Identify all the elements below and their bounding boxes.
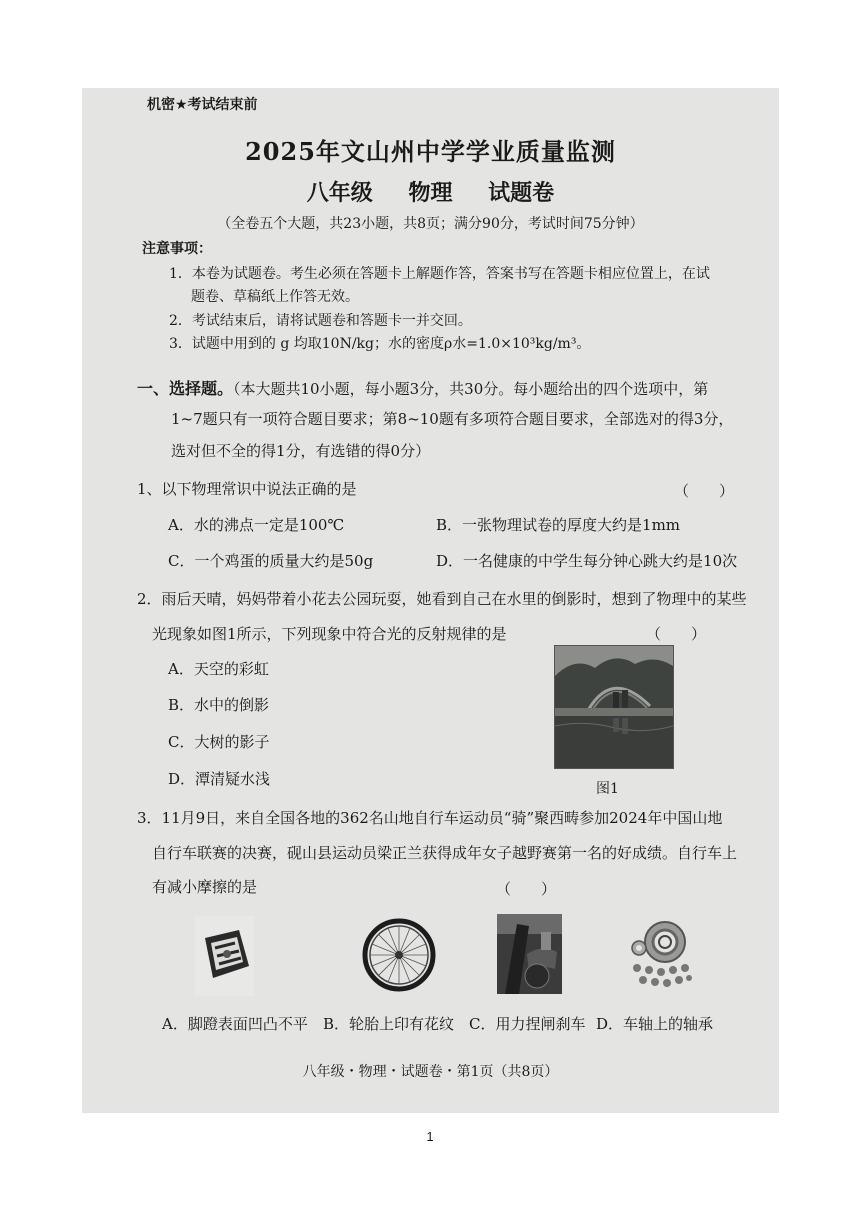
q3-option-a: A．脚蹬表面凹凸不平 [162, 1015, 308, 1033]
wheel-icon [362, 914, 436, 996]
q2-option-d: D．潭清疑水浅 [168, 770, 271, 788]
rainbow-photo-image [555, 646, 673, 768]
note-3: 3．试题中用到的 g 均取10N/kg；水的密度ρ水=1.0×10³kg/m³。 [169, 336, 591, 352]
section-1-intro [137, 376, 708, 399]
q2-stem-1: 2．雨后天晴，妈妈带着小花去公园玩耍，她看到自己在水里的倒影时，想到了物理中的某些 [137, 590, 747, 608]
q1-answer-bracket: （ ） [674, 482, 735, 500]
q1-option-b: B．一张物理试卷的厚度大约是1mm [436, 516, 681, 534]
q3-answer-bracket: （ ） [496, 880, 557, 898]
subject-label: 物理 [408, 180, 453, 206]
notes-heading: 注意事项： [142, 241, 212, 257]
figure-1-caption: 图1 [596, 781, 619, 797]
section-1-desc-1: （本大题共10小题，每小题3分，共30分。每小题给出的四个选项中，第 [233, 380, 709, 398]
confidential-label: 机密★考试结束前 [147, 97, 258, 113]
note-2: 2．考试结束后，请将试题卷和答题卡一并交回。 [169, 313, 472, 329]
q2-answer-bracket: （ ） [646, 625, 707, 643]
q2-option-c: C．大树的影子 [168, 733, 270, 751]
paper-label: 试题卷 [488, 180, 555, 206]
note-1-line-1: 1．本卷为试题卷。考生必须在答题卡上解题作答，答案书写在答题卡相应位置上，在试 [169, 266, 710, 282]
brake-photo [497, 914, 562, 994]
exam-title: 2025年文山州中学学业质量监测 [245, 137, 616, 166]
rainbow-photo [554, 645, 674, 769]
section-1-heading: 一、选择题。 [137, 379, 234, 398]
page-number: 1 [426, 1129, 434, 1144]
section-1-desc-2: 1~7题只有一项符合题目要求；第8~10题有多项符合题目要求，全部选对的得3分， [171, 410, 734, 428]
section-1-desc-3: 选对但不全的得1分，有选错的得0分） [171, 442, 431, 460]
exam-info: （全卷五个大题，共23小题，共8页；满分90分，考试时间75分钟） [217, 216, 644, 232]
q2-option-a: A．天空的彩虹 [168, 660, 269, 678]
q3-option-c: C．用力捏闸刹车 [469, 1015, 586, 1033]
q3-stem-1: 3．11月9日，来自全国各地的362名山地自行车运动员“骑”聚西畴参加2024年中国山地 [137, 809, 723, 827]
q3-option-b: B．轮胎上印有花纹 [323, 1015, 455, 1033]
q2-stem-2: 光现象如图1所示，下列现象中符合光的反射规律的是 [152, 625, 507, 643]
page-footer: 八年级・物理・试题卷・第1页（共8页） [302, 1064, 559, 1080]
note-1-line-2: 题卷、草稿纸上作答无效。 [191, 289, 359, 305]
pedal-icon [195, 916, 254, 996]
exam-subtitle [82, 176, 779, 207]
q1-option-d: D．一名健康的中学生每分钟心跳大约是10次 [436, 552, 738, 570]
q2-option-b: B．水中的倒影 [168, 696, 270, 714]
grade-label: 八年级 [306, 180, 373, 206]
q1-option-c: C．一个鸡蛋的质量大约是50g [168, 552, 374, 570]
scanned-page [82, 88, 779, 1113]
q3-stem-3: 有减小摩擦的是 [152, 878, 258, 896]
bearing-icon [627, 918, 697, 994]
q1-stem: 1、以下物理常识中说法正确的是 [137, 480, 357, 498]
q1-option-a: A．水的沸点一定是100℃ [168, 516, 345, 534]
q3-option-d: D．车轴上的轴承 [596, 1015, 714, 1033]
q3-stem-2: 自行车联赛的决赛，砚山县运动员梁正兰获得成年女子越野赛第一名的好成绩。自行车上 [152, 844, 738, 862]
